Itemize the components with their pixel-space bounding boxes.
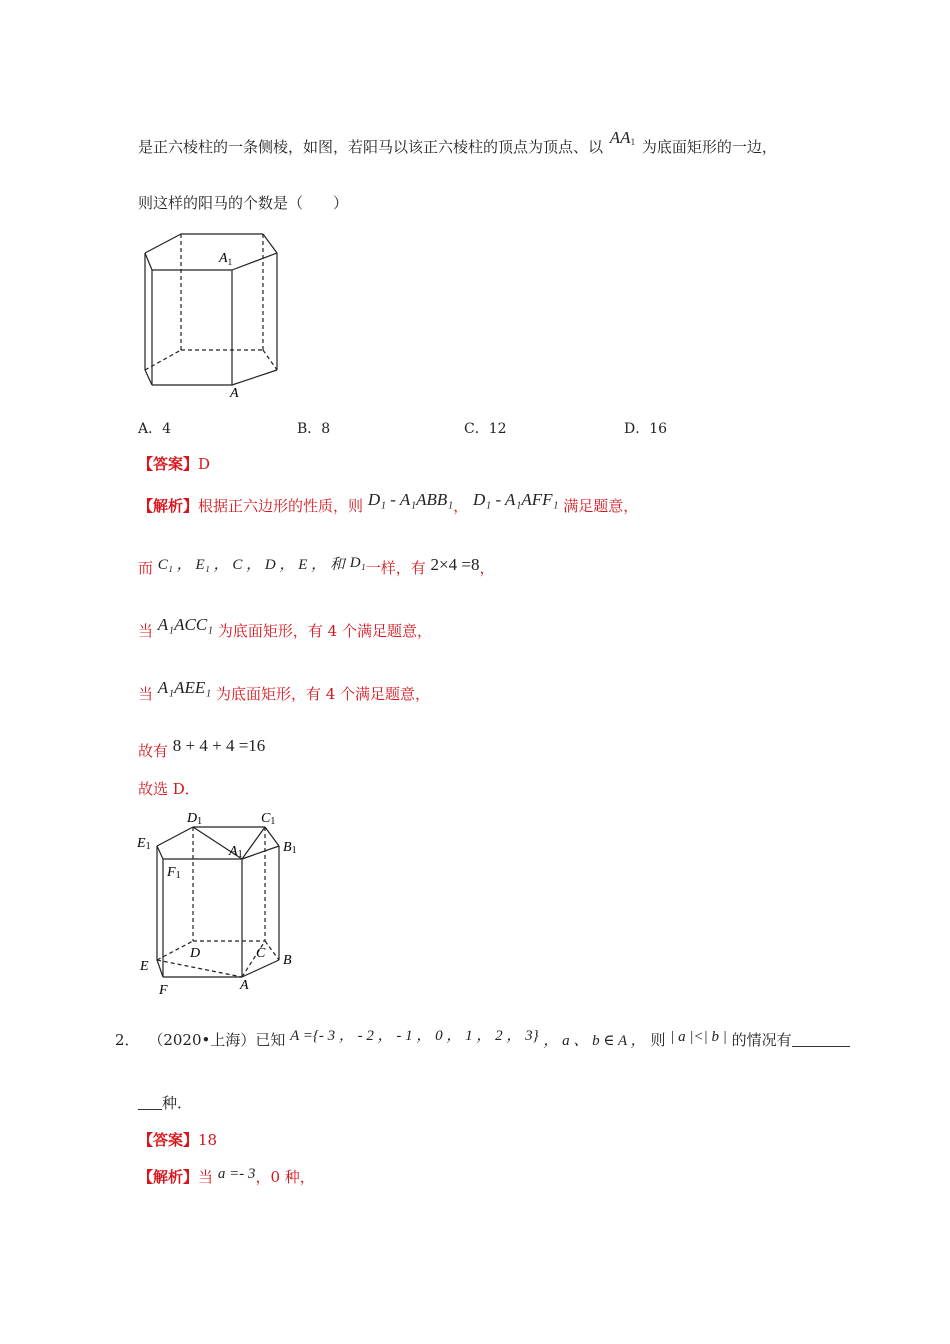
answer-tag: 【答案】 <box>138 455 199 473</box>
q2-blank-line1 <box>792 1032 850 1047</box>
fig2-edge <box>242 846 279 859</box>
fig2-label-d: D <box>190 946 201 961</box>
q1-analysis-line6: 故选 D． <box>138 780 200 798</box>
q2-number: 2． <box>115 1031 140 1049</box>
q2-answer-value: 18 <box>198 1131 218 1149</box>
q1-analysis-line4 <box>138 678 431 704</box>
fig2-hidden-edge <box>265 941 279 960</box>
prism-figure-1 <box>135 225 290 400</box>
option-c: C．12 <box>464 421 507 437</box>
analysis-5-calc: 8 + 4 + 4 =16 <box>172 736 266 755</box>
analysis-2-end: ， <box>479 559 495 577</box>
q2-line2-tail: 种． <box>162 1094 193 1112</box>
q1-stem-math <box>610 128 635 147</box>
fig2-label-f1: F1 <box>167 865 181 881</box>
q2-then: 则 <box>650 1031 666 1049</box>
q1-analysis-line5 <box>138 736 266 761</box>
fig1-label-a: A <box>230 386 239 400</box>
analysis-2-calc: 2×4 =8 <box>430 555 480 574</box>
q1-stem-line1 <box>138 128 777 161</box>
analysis-expr-2: D₁ - A₁AFF₁ <box>473 490 559 509</box>
analysis-3-pre: 当 <box>138 622 154 640</box>
fig2-label-e1: E1 <box>137 836 151 852</box>
fig2-edge <box>157 846 163 859</box>
fig2-label-c1: C1 <box>261 811 276 827</box>
q1-answer <box>138 454 210 474</box>
q1-stem-text-a: 是正六棱柱的一条侧棱，如图，若阳马以该正六棱柱的顶点为顶点、以 <box>138 138 604 156</box>
q1-analysis-line2 <box>138 555 495 579</box>
analysis-3-tail: 为底面矩形，有 4 个满足题意， <box>217 622 432 640</box>
q2-analysis-tag: 【解析】 <box>138 1168 199 1186</box>
fig1-hidden-edge <box>145 350 181 370</box>
option-d: D．16 <box>624 421 668 437</box>
q2-analysis-expr: a =- 3 <box>217 1166 256 1182</box>
q2-set-expr: A ={- 3 ， - 2 ， - 1 ， 0 ， 1 ， 2 ， 3} <box>290 1028 539 1044</box>
analysis-2-d1: D₁ <box>349 555 366 571</box>
q2-answer <box>138 1130 217 1150</box>
fig2-label-a: A <box>240 978 249 993</box>
option-a: A．4 <box>138 421 172 437</box>
fig2-label-b1: B1 <box>283 840 297 856</box>
fig2-label-e: E <box>140 959 149 974</box>
fig1-edge <box>145 370 152 385</box>
fig1-edge <box>232 253 277 270</box>
fig1-edge <box>232 370 277 385</box>
fig2-label-c: C <box>256 946 266 961</box>
q2-tail: 的情况有 <box>731 1031 792 1049</box>
fig2-hidden-diagonal <box>157 960 242 977</box>
q1-analysis-line3 <box>138 615 432 641</box>
fig1-label-a1: $A_1$ <box>219 251 233 267</box>
q1-stem-math-sub: 1 <box>630 137 636 147</box>
q2-analysis-pre: 当 <box>198 1168 214 1186</box>
fig1-edge <box>145 253 152 270</box>
analysis-4-tail: 为底面矩形，有 4 个满足题意， <box>215 685 431 703</box>
fig2-edge <box>157 960 163 977</box>
q2-ab: ， a 、 b ∈ A ， <box>543 1033 646 1049</box>
analysis-5-pre: 故有 <box>138 742 169 760</box>
fig2-hidden-edge <box>157 941 193 960</box>
analysis-text: 根据正六边形的性质，则 <box>198 497 364 515</box>
q2-analysis <box>138 1167 315 1188</box>
q2-stem-line1 <box>115 1030 850 1051</box>
fig2-diagonal <box>242 827 265 859</box>
fig2-label-a1: A1 <box>229 844 243 860</box>
q1-stem-math-main: AA <box>609 128 631 147</box>
analysis-4-pre: 当 <box>138 685 154 703</box>
q1-stem-text-b: 为底面矩形的一边， <box>641 138 777 156</box>
analysis-expr-1: D₁ - A₁ABB₁ <box>367 490 454 509</box>
q1-stem-line2: 则这样的阳马的个数是（ ） <box>138 194 349 212</box>
fig1-hidden-edge <box>263 350 277 370</box>
fig2-edge <box>157 827 193 846</box>
q2-answer-tag: 【答案】 <box>138 1131 199 1149</box>
analysis-2-pre: 而 <box>138 559 154 577</box>
prism-figure-2 <box>135 805 310 1000</box>
fig2-label-d1: D1 <box>187 811 203 827</box>
q2-stem-line2 <box>138 1093 192 1113</box>
fig1-edge <box>145 234 181 253</box>
fig2-edge <box>265 827 279 846</box>
analysis-tag: 【解析】 <box>138 497 199 515</box>
fig2-label-f: F <box>159 983 168 998</box>
q2-condition: | a |<| b | <box>670 1029 727 1045</box>
q2-source: （2020•上海）已知 <box>148 1031 286 1049</box>
analysis-2-list: C₁ ， E₁ ， C ， D ， E ， 和 <box>157 557 345 573</box>
analysis-sep: ， <box>453 497 469 515</box>
answer-value: D <box>198 455 211 473</box>
fig2-label-b: B <box>283 953 292 968</box>
analysis-2-mid: 一样，有 <box>365 559 426 577</box>
q1-analysis-line1 <box>138 490 639 516</box>
q2-blank-line2 <box>138 1095 162 1110</box>
analysis-4-expr: A₁AEE₁ <box>157 678 212 697</box>
analysis-3-expr: A₁ACC₁ <box>157 615 214 634</box>
fig1-edge <box>263 234 277 253</box>
option-b: B．8 <box>297 421 331 437</box>
q2-analysis-tail: ，0 种， <box>255 1168 315 1186</box>
analysis-tail: 满足题意， <box>563 497 639 515</box>
